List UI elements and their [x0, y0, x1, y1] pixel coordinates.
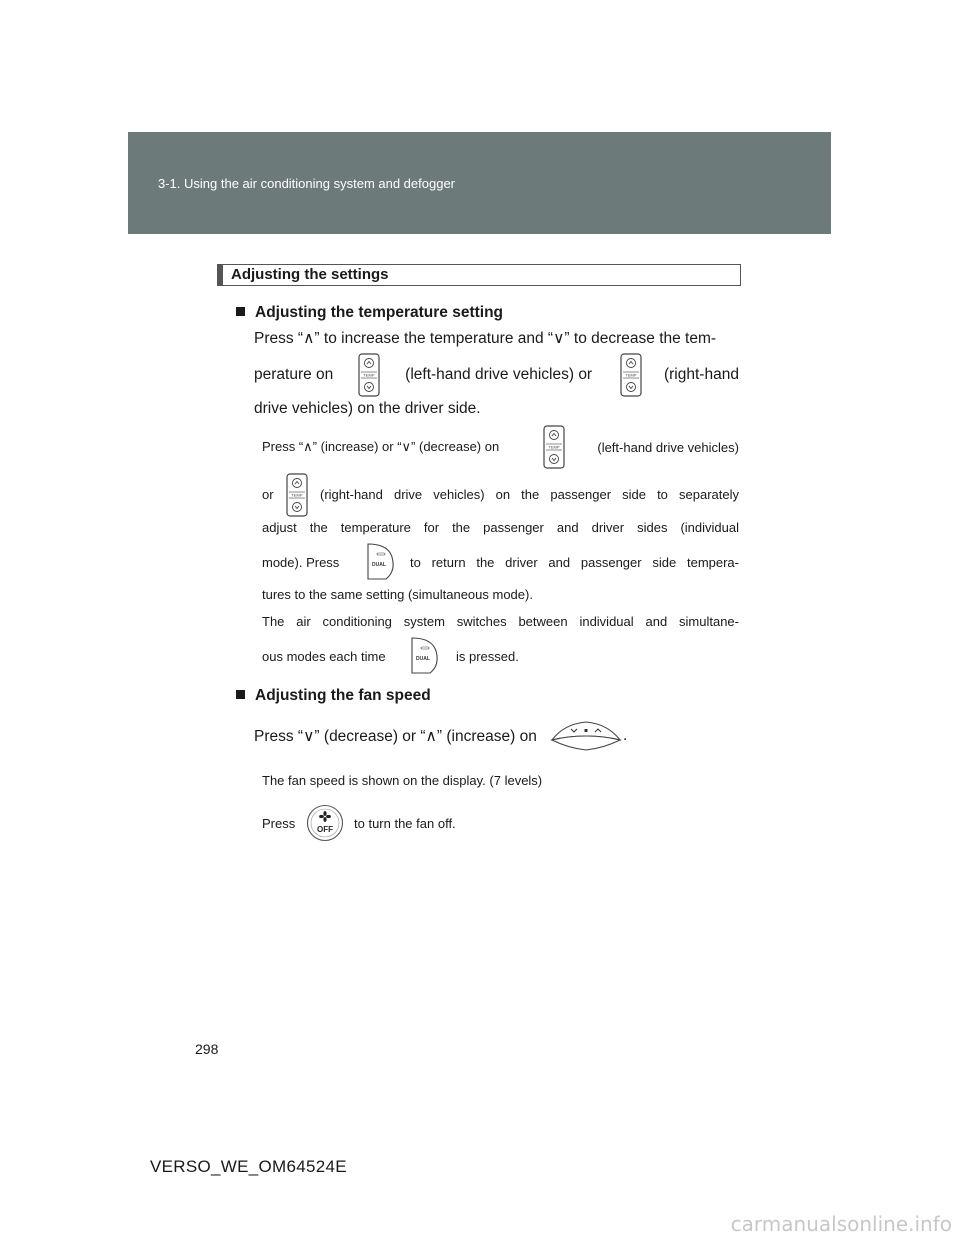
fan-note-2-a: Press — [262, 816, 296, 831]
temperature-line-3: drive vehicles) on the driver side. — [254, 400, 481, 417]
temperature-note-5: tures to the same setting (simultaneous mode). — [262, 587, 533, 602]
svg-text:OFF: OFF — [317, 825, 333, 834]
fan-line-1-a: Press “∨” (decrease) or “∧” (increase) on — [254, 728, 537, 745]
svg-text:TEMP: TEMP — [548, 444, 560, 450]
temperature-note-3 — [262, 520, 739, 535]
svg-text:TEMP: TEMP — [291, 492, 303, 498]
fan-off-button-icon — [306, 804, 344, 842]
temperature-note-1 — [262, 439, 739, 455]
section-title: Adjusting the settings — [231, 266, 389, 283]
temperature-heading — [236, 304, 503, 322]
dual-button-icon — [410, 635, 440, 675]
temperature-note-1-a: Press “∧” (increase) or “∨” (decrease) on — [262, 439, 500, 454]
temperature-line-2-b: (left-hand drive vehicles) or — [405, 366, 593, 383]
temperature-note-2-a: or — [262, 487, 274, 502]
document-code: VERSO_WE_OM64524E — [150, 1157, 347, 1176]
temperature-line-2 — [254, 366, 739, 384]
temp-rocker-icon — [543, 425, 565, 469]
temperature-note-1-b: (left-hand drive vehicles) — [597, 439, 739, 455]
temperature-note-7-a: ous modes each time — [262, 649, 386, 664]
temp-rocker-icon — [286, 473, 308, 517]
fan-heading-text: Adjusting the fan speed — [255, 687, 431, 704]
square-bullet-icon — [236, 690, 245, 699]
header-band — [128, 132, 831, 234]
fan-note-2-b: to turn the fan off. — [354, 816, 456, 831]
watermark: carmanualsonline.info — [730, 1212, 952, 1236]
temperature-note-4-a: mode). Press — [262, 555, 340, 570]
temp-rocker-icon — [358, 353, 380, 397]
temperature-note-6-text: The air conditioning system switches between individual and simultane- — [262, 614, 739, 629]
temperature-line-1: Press “∧” to increase the temperature and “∨” to decrease the tem- — [254, 330, 717, 347]
svg-text:TEMP: TEMP — [625, 372, 637, 378]
temperature-line-2-c: (right-hand — [663, 366, 739, 383]
fan-line-1-b: . — [623, 727, 628, 744]
temperature-note-2 — [320, 487, 739, 502]
temperature-note-7-b: is pressed. — [456, 649, 519, 664]
section-title-box — [217, 264, 741, 286]
fan-speed-rocker-icon — [550, 718, 622, 752]
section-breadcrumb: 3-1. Using the air conditioning system and defogger — [158, 176, 456, 191]
temperature-note-4 — [410, 555, 739, 570]
svg-text:DUAL: DUAL — [416, 656, 430, 662]
dual-button-icon — [366, 541, 396, 581]
temp-rocker-icon — [620, 353, 642, 397]
page-number: 298 — [195, 1041, 219, 1057]
svg-text:TEMP: TEMP — [363, 372, 375, 378]
fan-heading — [236, 687, 431, 705]
square-bullet-icon — [236, 307, 245, 316]
temperature-note-4-b: to return the driver and passenger side tempera- — [410, 555, 739, 570]
temperature-note-2-b: (right-hand drive vehicles) on the passenger side to separately — [320, 487, 739, 502]
temperature-line-2-a: perature on — [254, 366, 334, 383]
temperature-note-6 — [262, 614, 739, 629]
fan-note-1: The fan speed is shown on the display. (7 levels) — [262, 773, 543, 788]
temperature-note-3-text: adjust the temperature for the passenger and driver sides (individual — [262, 520, 739, 535]
svg-text:DUAL: DUAL — [372, 562, 386, 568]
temperature-heading-text: Adjusting the temperature setting — [255, 304, 504, 321]
